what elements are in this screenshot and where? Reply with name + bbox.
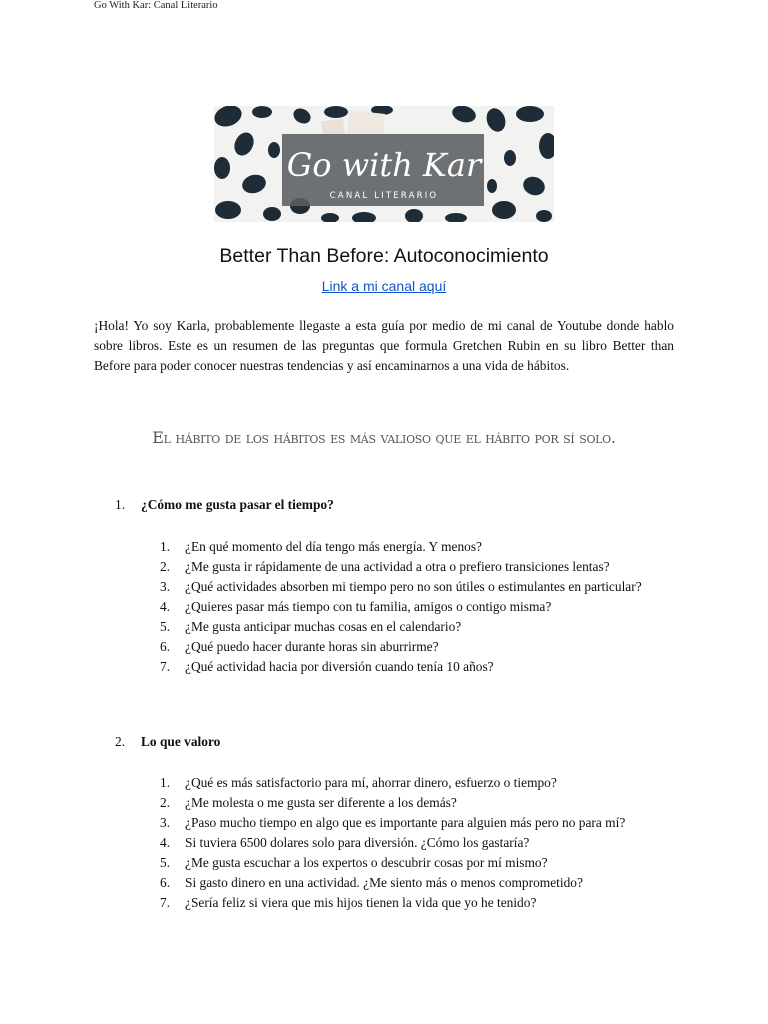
list-item (160, 873, 674, 893)
question-number: 1. (160, 539, 171, 554)
question-number: 4. (160, 599, 171, 614)
list-item (160, 773, 674, 793)
question-text: ¿Qué es más satisfactorio para mí, ahorrar dinero, esfuerzo o tiempo? (185, 775, 557, 790)
question-number: 5. (160, 619, 171, 634)
question-text: ¿Me molesta o me gusta ser diferente a los demás? (185, 795, 457, 810)
question-number: 6. (160, 875, 171, 890)
section-title: ¿Cómo me gusta pasar el tiempo? (141, 497, 334, 512)
list-item (160, 557, 674, 577)
question-number: 6. (160, 639, 171, 654)
question-text: ¿Paso mucho tiempo en algo que es importante para alguien más pero no para mí? (185, 815, 626, 830)
habit-quote: El hábito de los hábitos es más valioso que el hábito por sí solo. (152, 428, 616, 447)
channel-link[interactable]: Link a mi canal aquí (321, 278, 447, 294)
question-list (160, 537, 674, 677)
question-number: 5. (160, 855, 171, 870)
section-heading (115, 734, 220, 750)
list-item (160, 657, 674, 677)
question-number: 1. (160, 775, 171, 790)
question-text: ¿Qué puedo hacer durante horas sin aburrirme? (185, 639, 439, 654)
question-number: 4. (160, 835, 171, 850)
question-text: ¿Me gusta escuchar a los expertos o descubrir cosas por mí mismo? (185, 855, 548, 870)
list-item (160, 577, 674, 597)
question-text: ¿Me gusta ir rápidamente de una actividad a otra o prefiero transiciones lentas? (185, 559, 610, 574)
section-heading (115, 497, 334, 513)
list-item (160, 853, 674, 873)
intro-paragraph: ¡Hola! Yo soy Karla, probablemente llegaste a esta guía por medio de mi canal de Youtube donde hablo sobre libros. Este es un resumen de las preguntas que formula Gretchen Rubin en su libro Better than Before para poder conocer nuestras tendencias y así encaminarnos a una vida de hábitos. (94, 318, 674, 373)
question-number: 3. (160, 579, 171, 594)
section-number: 2. (115, 734, 126, 749)
question-text: ¿Qué actividades absorben mi tiempo pero no son útiles o estimulantes en particular? (185, 579, 642, 594)
section-title: Lo que valoro (141, 734, 221, 749)
question-list (160, 773, 674, 913)
list-item (160, 893, 674, 913)
list-item (160, 793, 674, 813)
question-text: ¿Quieres pasar más tiempo con tu familia, amigos o contigo misma? (185, 599, 552, 614)
list-item (160, 833, 674, 853)
question-text: ¿Me gusta anticipar muchas cosas en el calendario? (185, 619, 462, 634)
question-text: ¿En qué momento del día tengo más energía. Y menos? (185, 539, 482, 554)
list-item (160, 617, 674, 637)
question-number: 3. (160, 815, 171, 830)
question-text: Si gasto dinero en una actividad. ¿Me siento más o menos comprometido? (185, 875, 583, 890)
banner-logo-text: Go with Kar (286, 146, 482, 184)
banner-image (214, 106, 554, 222)
page-header: Go With Kar: Canal Literario (94, 0, 218, 11)
document-title: Better Than Before: Autoconocimiento (219, 245, 549, 267)
section-number: 1. (115, 497, 126, 512)
list-item (160, 637, 674, 657)
question-text: Si tuviera 6500 dolares solo para diversión. ¿Cómo los gastaría? (185, 835, 530, 850)
cow-print-logo (214, 106, 554, 222)
list-item (160, 537, 674, 557)
question-number: 7. (160, 895, 171, 910)
question-number: 2. (160, 559, 171, 574)
question-number: 2. (160, 795, 171, 810)
banner-subtitle: CANAL LITERARIO (329, 191, 439, 201)
list-item (160, 813, 674, 833)
question-number: 7. (160, 659, 171, 674)
question-text: ¿Qué actividad hacia por diversión cuando tenía 10 años? (185, 659, 494, 674)
question-text: ¿Sería feliz si viera que mis hijos tienen la vida que yo he tenido? (185, 895, 537, 910)
list-item (160, 597, 674, 617)
